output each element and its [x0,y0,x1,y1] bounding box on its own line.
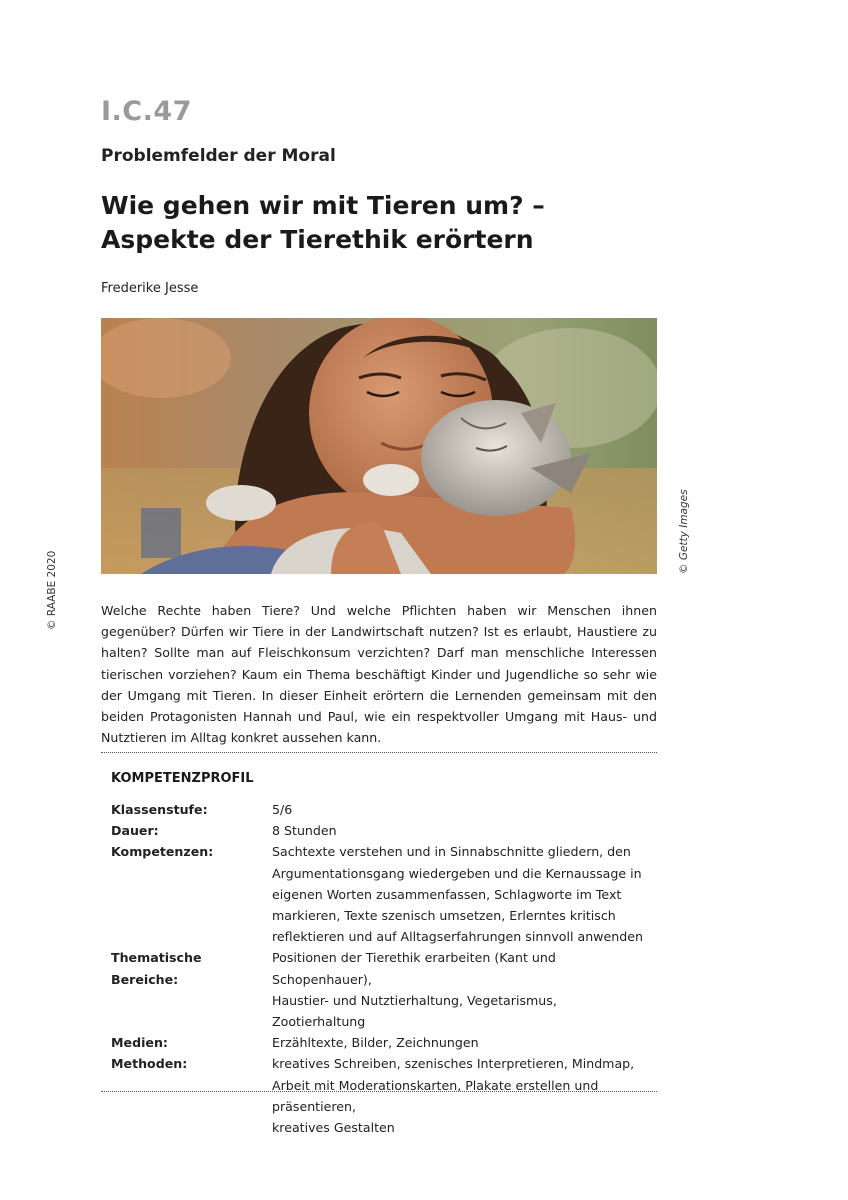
cover-photo [101,318,657,574]
profile-value-line: Erzähltexte, Bilder, Zeichnungen [272,1035,479,1051]
profile-value-line: Sachtexte verstehen und in Sinnabschnitte gliedern, den [272,844,631,860]
profile-value-line: 8 Stunden [272,823,337,839]
title-line-1: Wie gehen wir mit Tieren um? – [101,191,545,220]
profile-label: Klassenstufe: [111,802,208,817]
divider-bottom [101,1091,657,1092]
girl-with-kitten-image [101,318,657,574]
profile-row [111,1032,651,1053]
page-title [101,189,545,257]
competence-profile [111,799,651,1138]
profile-value [272,1053,651,1138]
profile-label: Kompetenzen: [111,844,214,860]
profile-value [272,820,651,841]
profile-value-line: Argumentationsgang wiedergeben und die Kernaussage in [272,865,642,881]
profile-value-line: kreatives Schreiben, szenisches Interpretieren, Mindmap, [272,1056,635,1072]
profile-value-line: reflektieren und auf Alltagserfahrungen sinnvoll anwenden [272,929,643,945]
photo-credit-text: © Getty Images [678,489,690,574]
profile-value-line: eigenen Worten zusammenfassen, Schlagworte im Text [272,886,622,902]
author-name: Frederike Jesse [101,281,199,296]
profile-value [272,947,651,1032]
profile-value [272,841,651,947]
profile-label: Methoden: [111,1056,188,1072]
profile-value-line: kreatives Gestalten [272,1120,395,1136]
intro-paragraph: Welche Rechte haben Tiere? Und welche Pflichten haben wir Menschen ihnen gegenüber? Dürfen wir Tiere in der Landwirtschaft nutzen? Ist es erlaubt, Haustiere zu halten? Sollte man auf Fleischkonsum verzichten? Darf man menschliche Interessen tierischen vorziehen? Kaum ein Thema beschäftigt Kinder und Jugendliche so sehr wie der Umgang mit Tieren. In dieser Einheit erörtern die Lernenden gemeinsam mit den beiden Protagonisten Hannah und Paul, wie ein respektvoller Umgang mit Haus- und Nutztieren im Alltag konkret aussehen kann. [101,603,657,746]
profile-heading: KOMPETENZPROFIL [111,771,254,786]
unit-code: I.C.47 [101,96,192,127]
profile-value-line: 5/6 [272,802,293,817]
profile-row [111,1053,651,1138]
profile-row [111,799,651,820]
side-copyright-text: © RAABE 2020 [46,550,58,630]
profile-value-line: markieren, Texte szenisch umsetzen, Erlerntes kritisch [272,908,616,924]
profile-label: Thematische Bereiche: [111,950,202,987]
profile-row [111,820,651,841]
profile-value-line: Haustier- und Nutztierhaltung, Vegetarismus, Zootierhaltung [272,992,557,1030]
divider-top [101,752,657,753]
profile-label: Dauer: [111,823,159,839]
series-title: Problemfelder der Moral [101,146,336,166]
profile-value [272,799,651,820]
profile-label: Medien: [111,1035,168,1051]
profile-value [272,1032,651,1053]
profile-row [111,947,651,1032]
profile-row [111,841,651,947]
title-line-2: Aspekte der Tierethik erörtern [101,225,534,254]
profile-value-line: Positionen der Tierethik erarbeiten (Kant und Schopenhauer), [272,950,556,987]
profile-value-line: Arbeit mit Moderationskarten, Plakate erstellen und präsentieren, [272,1077,599,1114]
